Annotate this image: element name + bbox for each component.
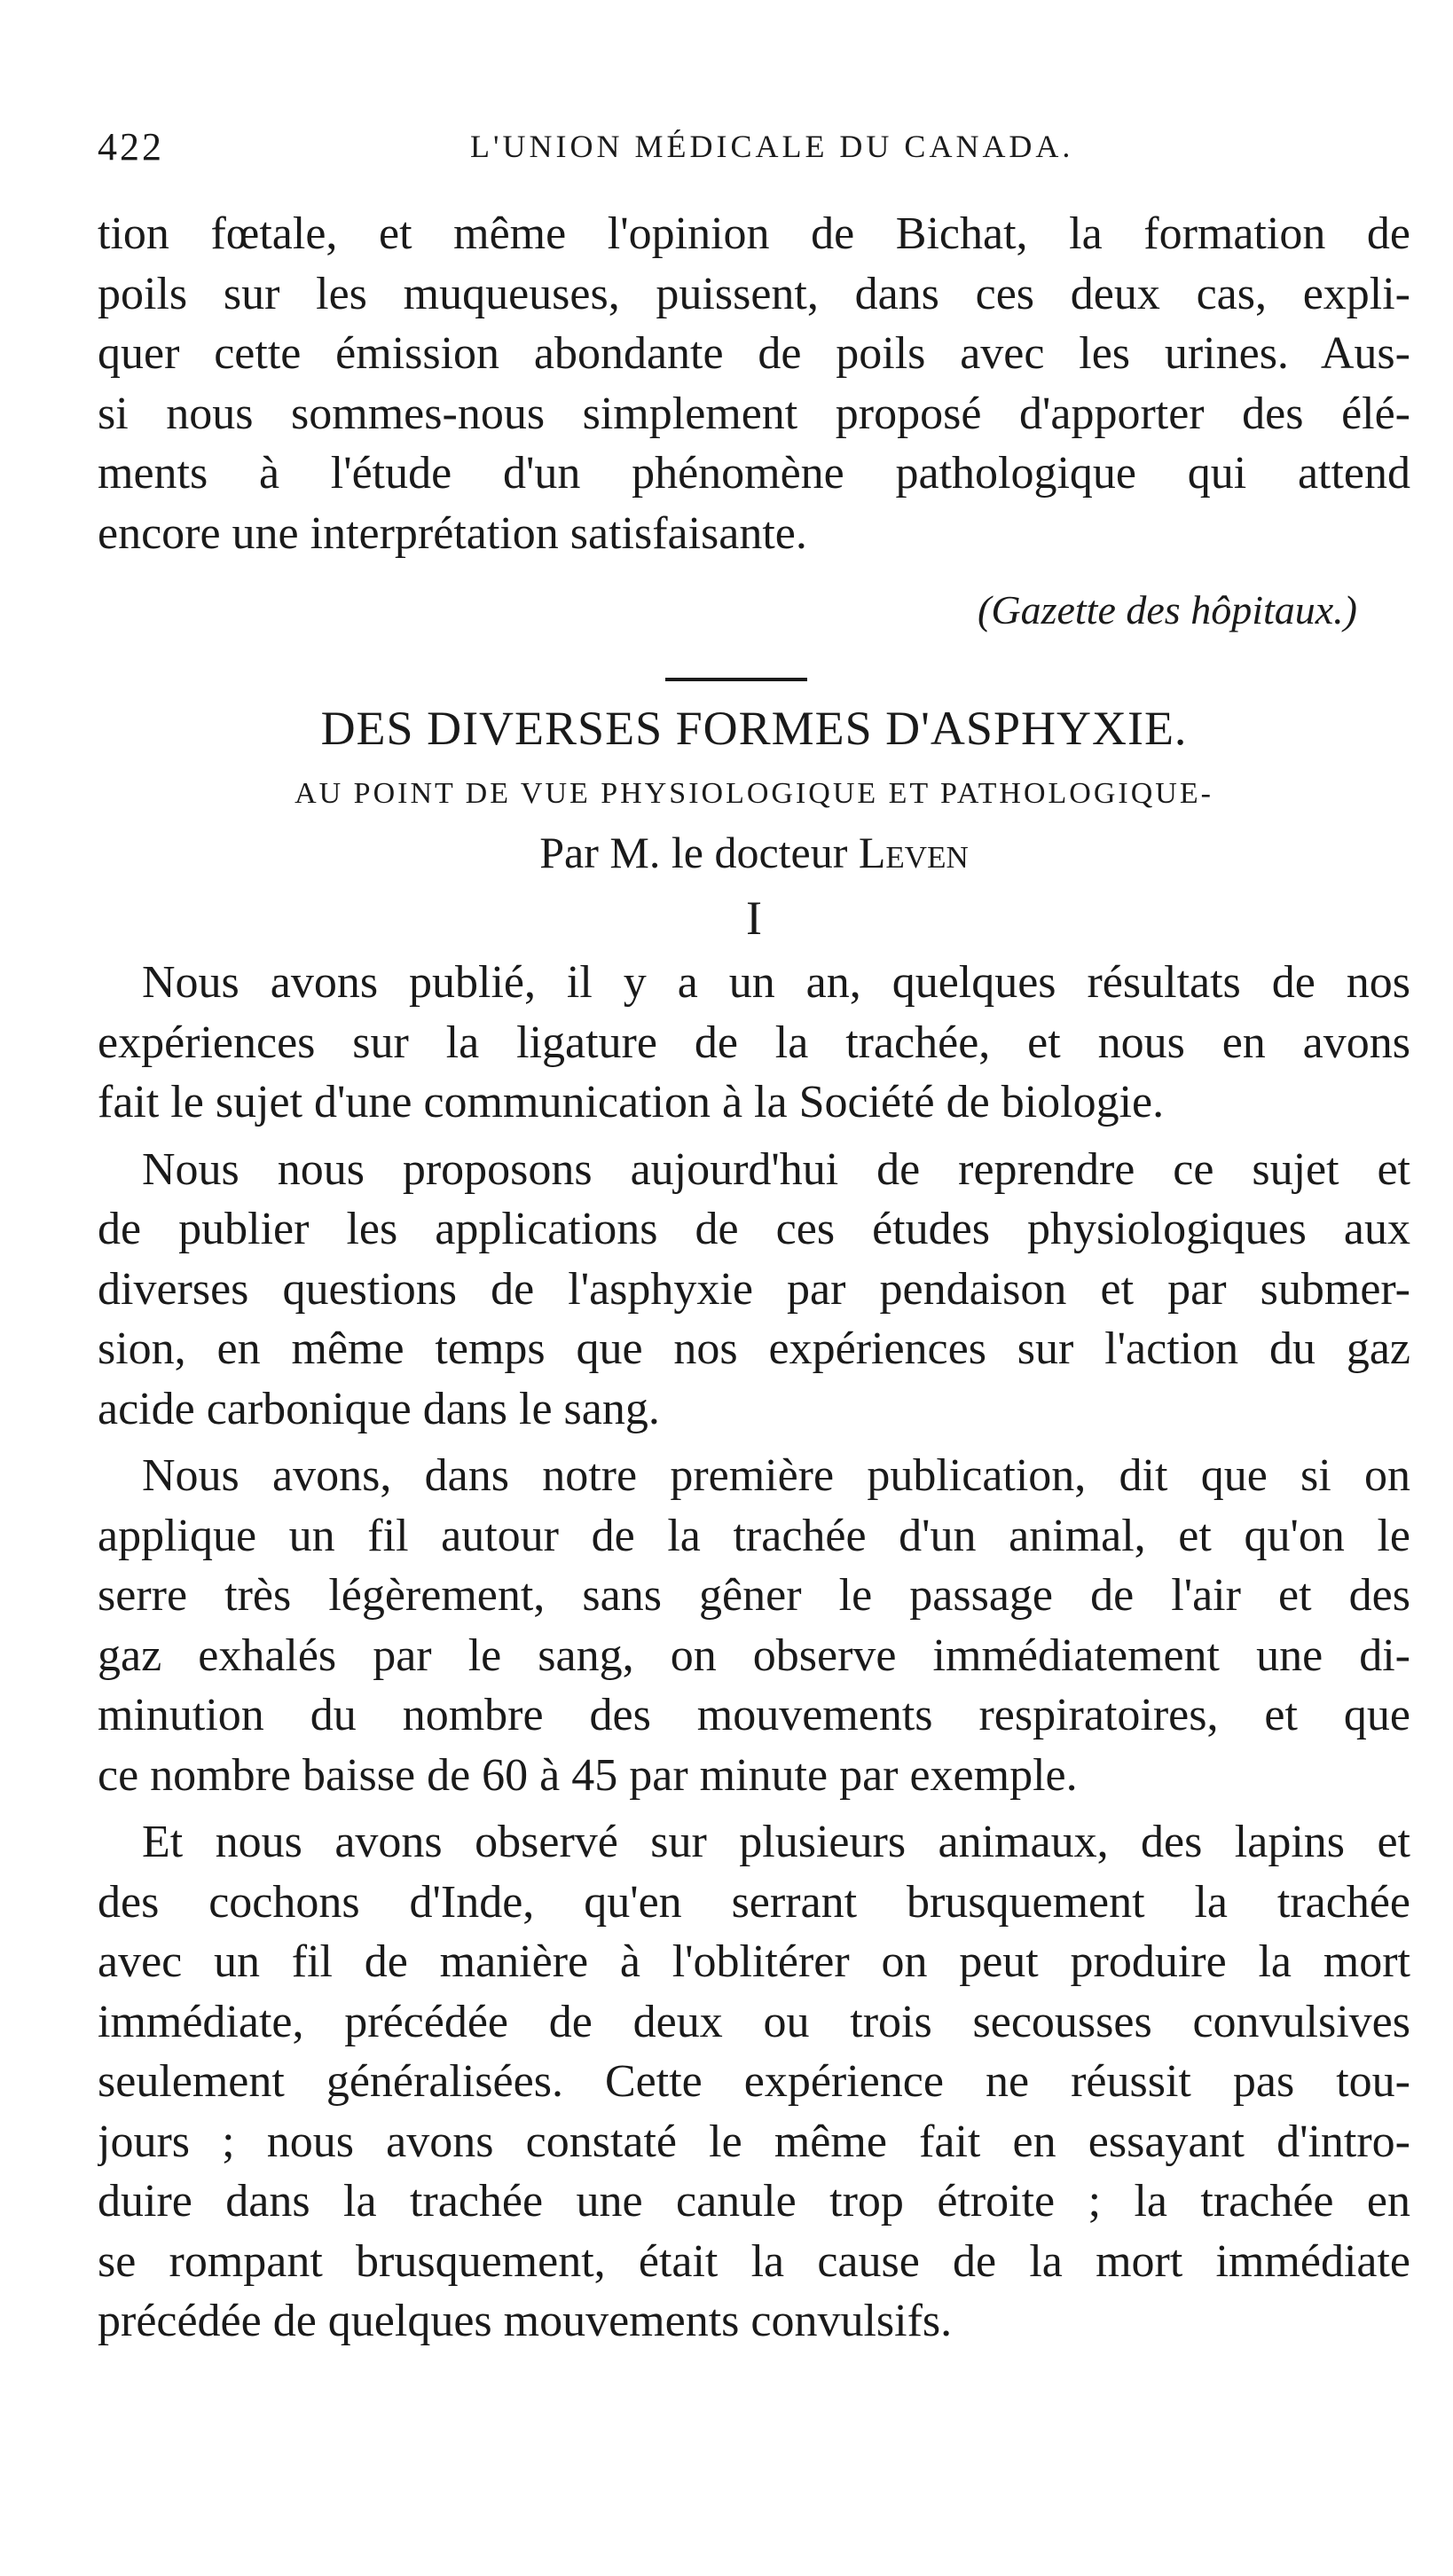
article-title: DES DIVERSES FORMES D'ASPHYXIE. (320, 702, 1188, 755)
text-line: Nous nous proposons aujourd'hui de reprendre ce sujet et (142, 1143, 1410, 1195)
running-header (98, 124, 1410, 177)
paragraph-1 (98, 953, 1410, 1133)
author-prefix: Par M. le docteur (539, 828, 848, 877)
text-line: Nous avons, dans notre première publication, dit que si on (142, 1450, 1410, 1501)
page-number: 422 (98, 125, 164, 169)
text-line: précédée de quelques mouvements convulsifs. (98, 2296, 953, 2346)
text-line: si nous sommes-nous simplement proposé d'apporter des élé- (98, 388, 1410, 439)
continued-paragraph (98, 204, 1410, 563)
text-line: serre très légèrement, sans gêner le passage de l'air et des (98, 1570, 1410, 1621)
text-line: seulement généralisées. Cette expérience ne réussit pas tou- (98, 2056, 1410, 2107)
author-name: Leven (858, 828, 969, 877)
text-line: poils sur les muqueuses, puissent, dans ces deux cas, expli- (98, 268, 1410, 319)
text-line: diverses questions de l'asphyxie par pendaison et par submer- (98, 1263, 1410, 1315)
text-line: jours ; nous avons constaté le même fait en essayant d'intro- (98, 2116, 1410, 2167)
text-line: immédiate, précédée de deux ou trois secousses convulsives (98, 1996, 1410, 2047)
section-number: I (746, 891, 762, 945)
text-line: gaz exhalés par le sang, on observe immédiatement une di- (98, 1630, 1410, 1681)
text-line: minution du nombre des mouvements respiratoires, et que (98, 1690, 1410, 1740)
document-page (98, 124, 1410, 2352)
text-line: ments à l'étude d'un phénomène pathologique qui attend (98, 448, 1410, 499)
text-line: encore une interprétation satisfaisante. (98, 507, 807, 559)
text-line: tion fœtale, et même l'opinion de Bichat, la formation de (98, 208, 1410, 259)
journal-title: L'UNION MÉDICALE DU CANADA. (470, 129, 1074, 164)
text-line: sion, en même temps que nos expériences sur l'action du gaz (98, 1323, 1410, 1374)
text-line: quer cette émission abondante de poils avec les urines. Aus- (98, 328, 1410, 379)
text-line: ce nombre baisse de 60 à 45 par minute par exemple. (98, 1749, 1078, 1801)
paragraph-4 (98, 1812, 1410, 2352)
paragraph-3 (98, 1446, 1410, 1805)
text-line: applique un fil autour de la trachée d'un animal, et qu'on le (98, 1510, 1410, 1561)
text-line: Et nous avons observé sur plusieurs animaux, des lapins et (142, 1817, 1410, 1867)
text-line: avec un fil de manière à l'oblitérer on peut produire la mort (98, 1936, 1410, 1987)
text-line: des cochons d'Inde, qu'en serrant brusquement la trachée (98, 1876, 1410, 1928)
text-line: Nous avons publié, il y a un an, quelques résultats de nos (142, 957, 1410, 1008)
article-author (98, 827, 1410, 878)
text-line: acide carbonique dans le sang. (98, 1383, 660, 1434)
text-line: se rompant brusquement, était la cause de la mort immédiate (98, 2235, 1410, 2287)
paragraph-2 (98, 1140, 1410, 1440)
article-subtitle: AU POINT DE VUE PHYSIOLOGIQUE ET PATHOLOGIQUE- (295, 777, 1213, 810)
section-divider (665, 678, 807, 681)
text-line: duire dans la trachée une canule trop étroite ; la trachée en (98, 2176, 1410, 2227)
text-line: de publier les applications de ces études physiologiques aux (98, 1204, 1410, 1254)
source-citation: (Gazette des hôpitaux.) (978, 587, 1357, 632)
text-line: expériences sur la ligature de la trachée, et nous en avons (98, 1017, 1410, 1068)
text-line: fait le sujet d'une communication à la Société de biologie. (98, 1077, 1165, 1127)
